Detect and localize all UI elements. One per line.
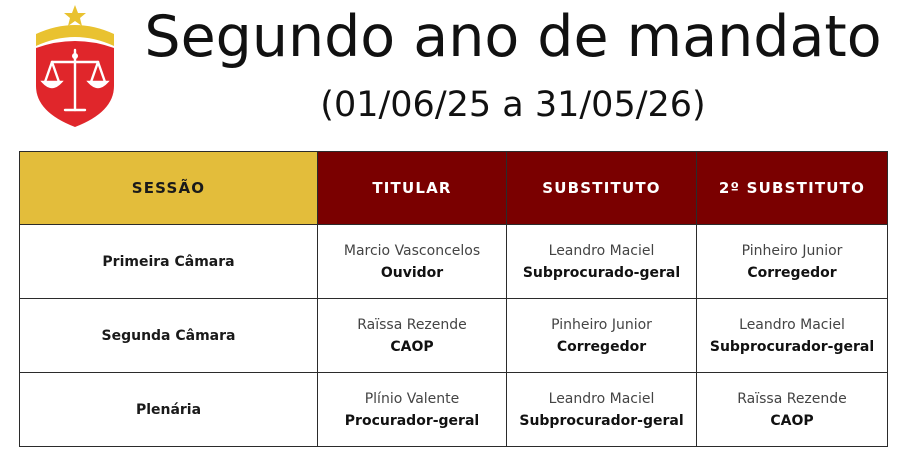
person-role: Corregedor xyxy=(556,338,647,355)
person-role: Subprocurado-geral xyxy=(522,264,681,281)
person-role: Subprocurador-geral xyxy=(519,412,684,429)
column-header-2-substituto: 2º SUBSTITUTO xyxy=(697,152,888,225)
person-name: Leandro Maciel xyxy=(548,390,655,407)
segundo-substituto-cell xyxy=(697,225,888,299)
substituto-cell xyxy=(507,225,697,299)
page-title: Segundo ano de mandato xyxy=(144,4,882,70)
person-name: Marcio Vasconcelos xyxy=(343,242,481,259)
table-row xyxy=(20,373,888,447)
table-row xyxy=(20,225,888,299)
person-name: Raïssa Rezende xyxy=(737,390,847,407)
person-role: Corregedor xyxy=(747,264,837,281)
person-role: Procurador-geral xyxy=(344,412,480,429)
mandate-period: (01/06/25 a 31/05/26) xyxy=(320,85,706,125)
person-role: Subprocurador-geral xyxy=(709,338,875,355)
person-name: Pinheiro Junior xyxy=(741,242,843,259)
session-name: Plenária xyxy=(20,373,318,447)
person-role: CAOP xyxy=(390,338,434,355)
titular-cell xyxy=(318,373,507,447)
person-name: Plínio Valente xyxy=(364,390,460,407)
column-header-substituto: SUBSTITUTO xyxy=(507,152,697,225)
person-name: Leandro Maciel xyxy=(548,242,655,259)
column-header-titular: TITULAR xyxy=(318,152,507,225)
segundo-substituto-cell xyxy=(697,373,888,447)
justice-scales-shield-icon xyxy=(30,4,120,128)
column-header-sessao: SESSÃO xyxy=(20,152,318,225)
person-name: Raïssa Rezende xyxy=(357,316,467,333)
person-role: CAOP xyxy=(770,412,814,429)
titular-cell xyxy=(318,299,507,373)
person-role: Ouvidor xyxy=(380,264,444,281)
substituto-cell xyxy=(507,299,697,373)
person-name: Leandro Maciel xyxy=(739,316,845,333)
person-name: Pinheiro Junior xyxy=(551,316,652,333)
session-name: Segunda Câmara xyxy=(20,299,318,373)
table-header-row xyxy=(20,152,888,225)
titular-cell xyxy=(318,225,507,299)
table-row xyxy=(20,299,888,373)
substituto-cell xyxy=(507,373,697,447)
segundo-substituto-cell xyxy=(697,299,888,373)
schedule-table xyxy=(19,151,888,447)
session-name: Primeira Câmara xyxy=(20,225,318,299)
